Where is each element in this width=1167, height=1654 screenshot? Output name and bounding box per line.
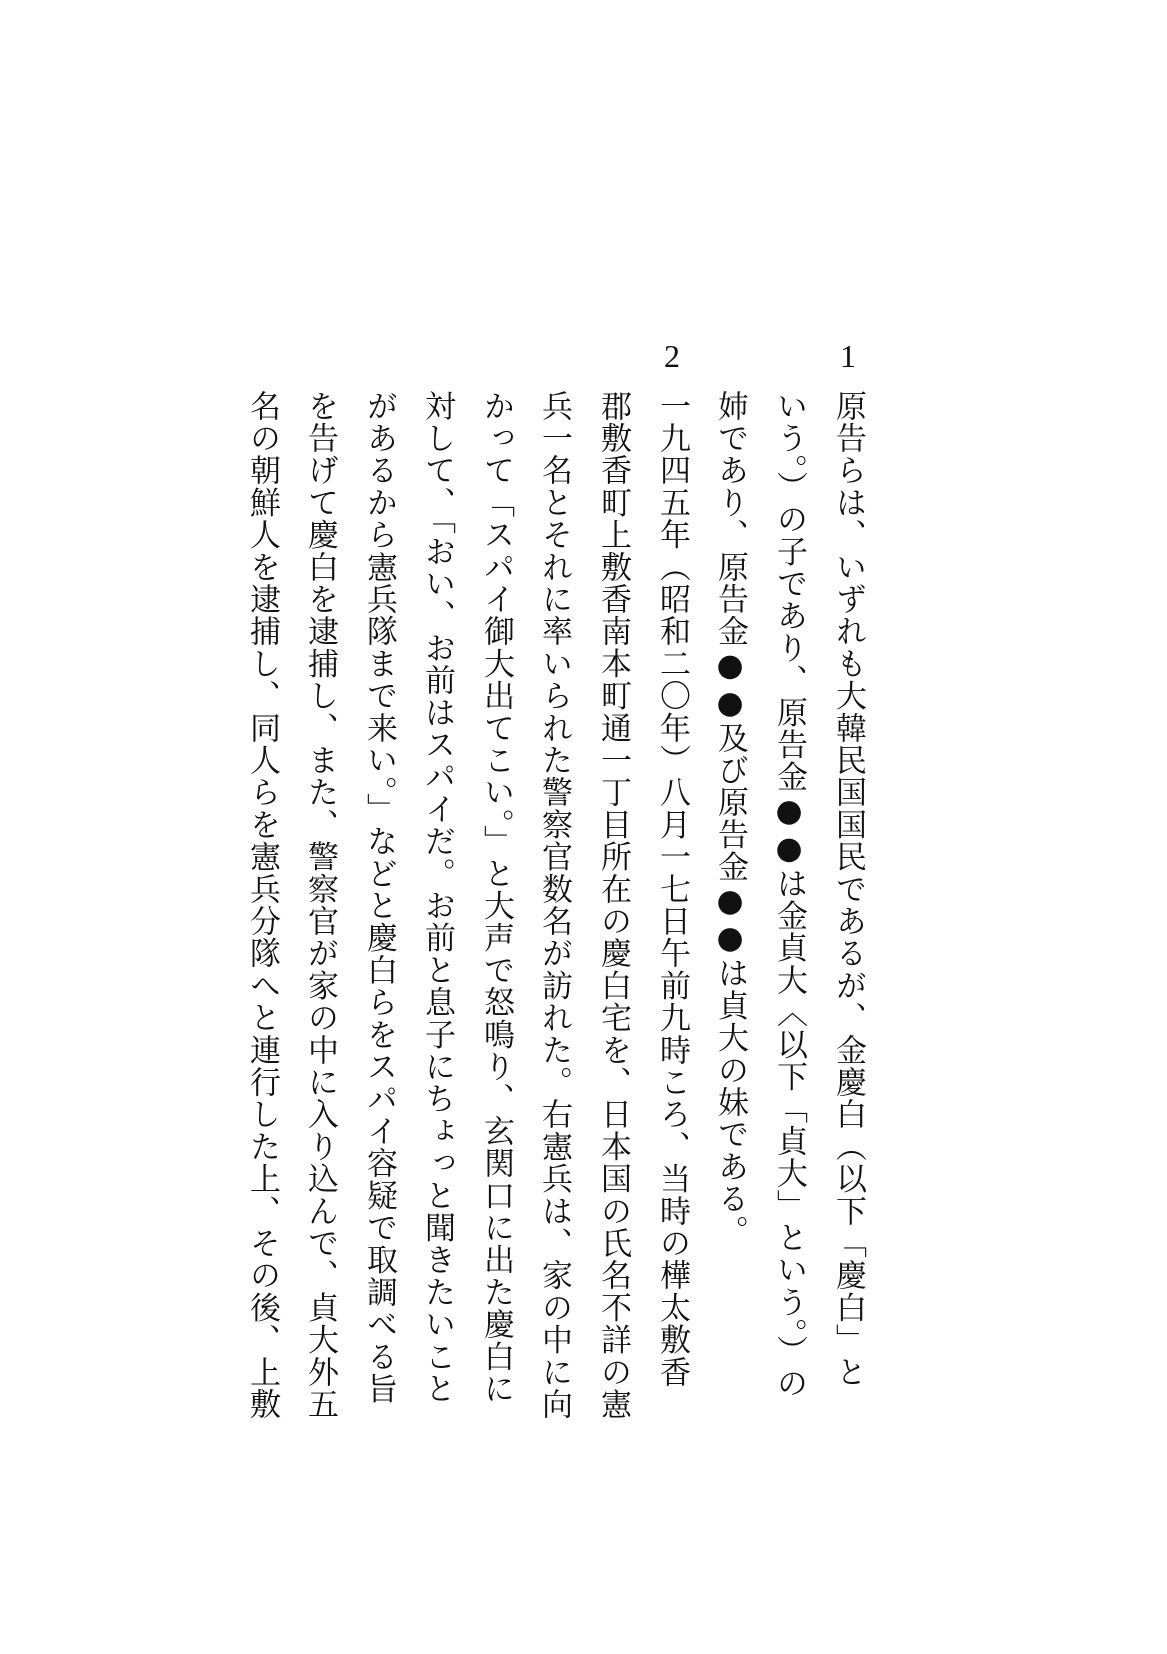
- text-column-7: かって「スパイ御大出てこい。」と大声で怒鳴り、玄関口に出た慶白に: [478, 390, 514, 1405]
- text-column-3: 姉であり、原告金●●及び原告金●●は貞大の妹である。: [712, 390, 748, 1248]
- text-column-4: 一九四五年（昭和二〇年）八月一七日午前九時ころ、当時の樺太敷香: [654, 390, 690, 1389]
- section-number-2: 2: [664, 338, 680, 374]
- text-column-8: 対して、「おい、お前はスパイだ。お前と息子にちょっと聞きたいこと: [419, 390, 455, 1405]
- text-column-5: 郡敷香町上敷香南本町通一丁目所在の慶白宅を、日本国の氏名不詳の憲: [595, 390, 631, 1420]
- text-column-6: 兵一名とそれに率いられた警察官数名が訪れた。右憲兵は、家の中に向: [536, 390, 572, 1420]
- text-column-10: を告げて慶白を逮捕し、また、警察官が家の中に入り込んで、貞大外五: [302, 390, 338, 1420]
- text-column-11: 名の朝鮮人を逮捕し、同人らを憲兵分隊へと連行した上、その後、上敷: [244, 390, 280, 1420]
- text-column-9: があるから憲兵隊まで来い。」などと慶白らをスパイ容疑で取調べる旨: [361, 390, 397, 1405]
- text-column-2: いう。）の子であり、原告金●●は金貞大〈以下「貞大」という。）の: [771, 390, 807, 1400]
- section-number-1: 1: [840, 338, 856, 374]
- text-column-1: 原告らは、いずれも大韓民国国民であるが、金慶白（以下「慶白」と: [830, 390, 866, 1389]
